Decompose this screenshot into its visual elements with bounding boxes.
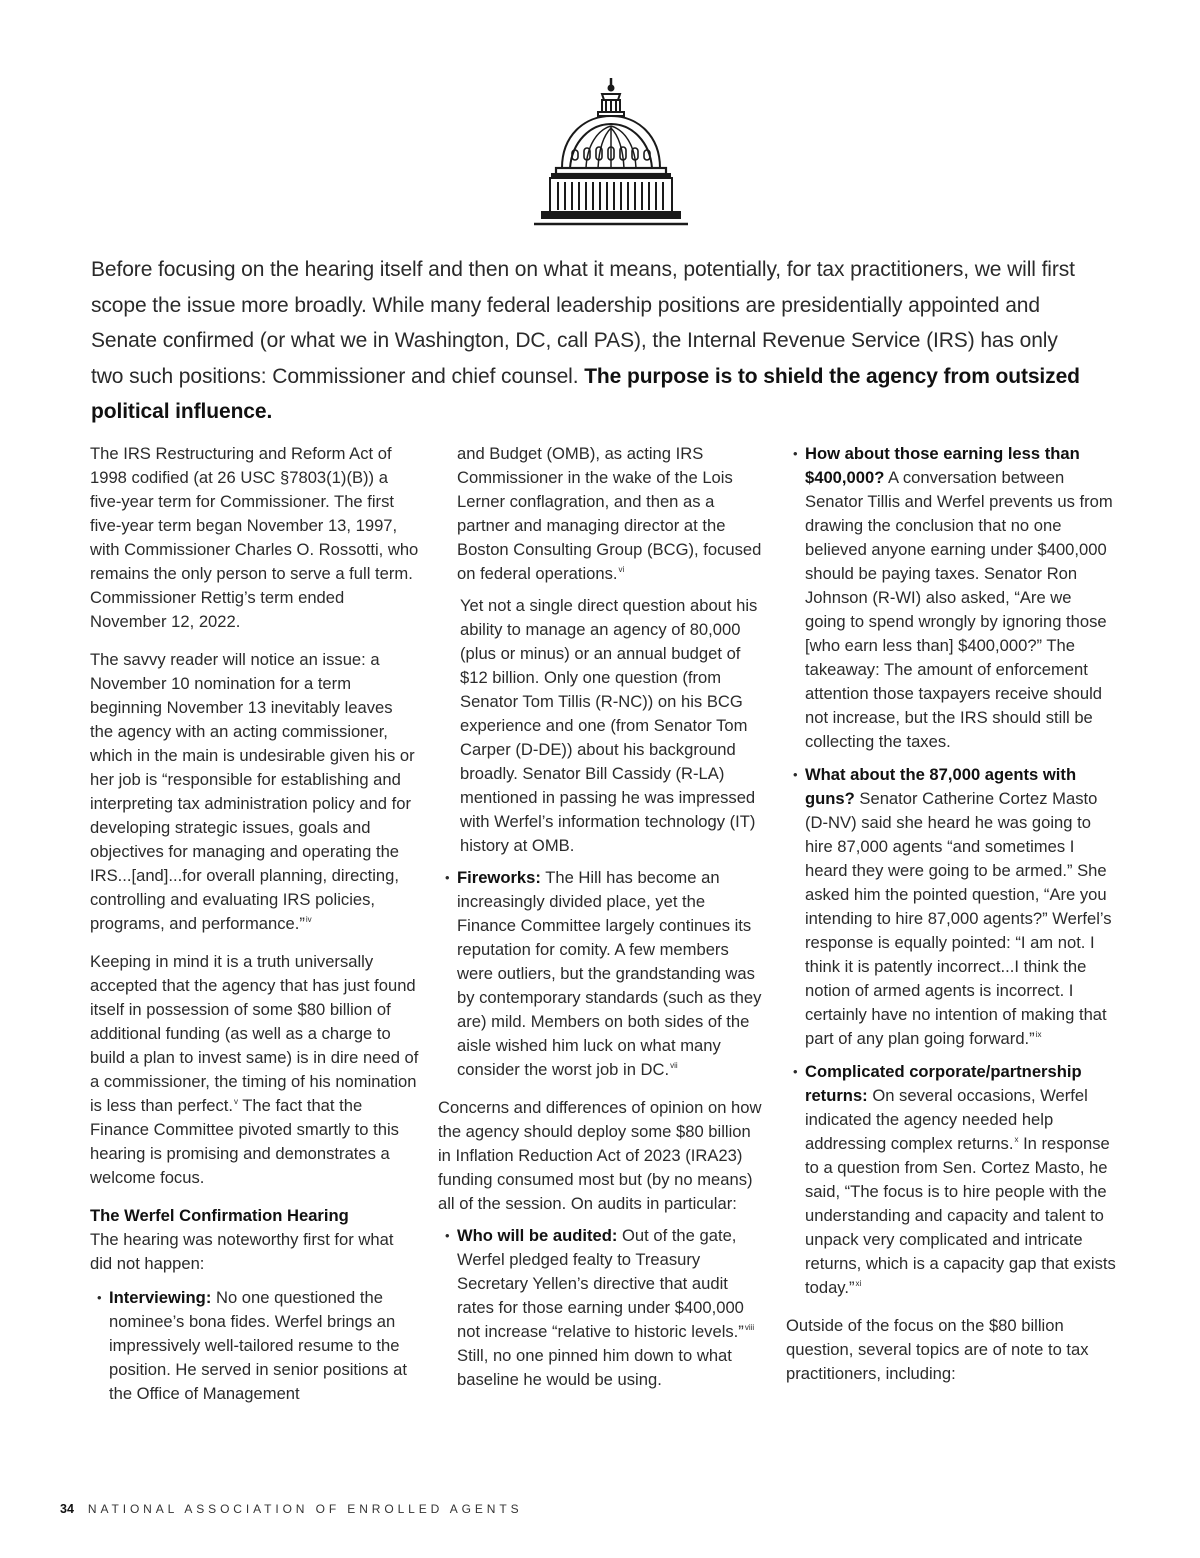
section-heading: The Werfel Confirmation Hearing <box>90 1206 349 1225</box>
page-footer <box>60 1502 523 1516</box>
bullet-list <box>438 866 768 1082</box>
endnote-ref: xi <box>855 1279 862 1288</box>
endnote-ref: v <box>233 1097 238 1106</box>
column-2 <box>438 442 768 1406</box>
endnote-ref: x <box>1014 1135 1019 1144</box>
endnote-ref: ix <box>1035 1030 1042 1039</box>
intro-bold-text: The purpose is to shield the agency from outsized political influence. <box>91 364 1080 423</box>
paragraph: Yet not a single direct question about his ability to manage an agency of 80,000 (plus or minus) or an annual budget of $12 billion. Only one question (from Senator Tom Tillis (R-NC)) on his BCG experience and one (from Senator Tom Carper (D-DE)) about his background broadly. Senator Bill Cassidy (R-LA) mentioned in passing he was impressed with Werfel’s information technology (IT) history at OMB. <box>460 596 758 855</box>
paragraph: Concerns and differences of opinion on how the agency should deploy some $80 billion in Inflation Reduction Act of 2023 (IRA23) funding consumed most but (by no means) all of the session. On audits in particular: <box>438 1098 762 1213</box>
column-1 <box>90 442 420 1420</box>
list-item: • How about those earning less than $400,000? A conversation between Senator Tillis and Werfel prevents us from drawing the conclusion that no one believed anyone earning under $400,000 should be paying taxes. Senator Ron Johnson (R-WI) also asked, “Are we going to spend wrongly by ignoring those [who earn less than] $400,000?” The takeaway: The amount of enforcement attention those taxpayers receive should not increase, but the IRS should still be collecting the taxes. <box>805 442 1116 754</box>
bullet-list <box>90 1286 420 1406</box>
intro-text: Before focusing on the hearing itself and then on what it means, potentially, for tax practitioners, we will first scope the issue more broadly. While many federal leadership positions are presidentially appointed and Senate confirmed (or what we in Washington, DC, call PAS), the Internal Revenue Service (IRS) has only two such positions: Commissioner and chief counsel. <box>91 258 1075 388</box>
paragraph: The Werfel Confirmation Hearing The hearing was noteworthy first for what did not happen: <box>90 1204 420 1276</box>
endnote-ref: vii <box>670 1061 678 1070</box>
bullet-list <box>438 1224 768 1392</box>
capitol-dome-icon <box>532 76 690 228</box>
paragraph: The savvy reader will notice an issue: a November 10 nomination for a term beginning November 13 inevitably leaves the agency with an acting commissioner, which in the main is undesirable given his or her job is “responsible for establishing and interpreting tax administration policy and for developing strategic issues, goals and objectives for managing and operating the IRS...[and]...for overall planning, directing, controlling and evaluating IRS policies, programs, and performance.”$^{iv}$ <box>90 650 415 933</box>
list-item: • What about the 87,000 agents with guns? Senator Catherine Cortez Masto (D-NV) said she heard he was going to hire 87,000 agents “and sometimes I heard they were going to be armed.” She asked him the pointed question, “Are you intending to hire 87,000 agents?” Werfel’s response is equally pointed: “I am not. I think it is patently incorrect...I think the notion of armed agents is incorrect. I certainly have no intention of making that part of any plan going forward.”$^{ix}$ <box>805 763 1116 1051</box>
paragraph: and Budget (OMB), as acting IRS Commissioner in the wake of the Lois Lerner conflagration, and then as a partner and managing director at the Boston Consulting Group (BCG), focused on federal operations.$^{vi}$ <box>457 444 762 583</box>
paragraph: Keeping in mind it is a truth universally accepted that the agency that has just found itself in possession of some $80 billion of additional funding (as well as a charge to build a plan to invest same) is in dire need of a commissioner, the timing of his nomination is less than perfect.$^v$ The fact that the Finance Committee pivoted smartly to this hearing is promising and demonstrates a welcome focus. <box>90 952 419 1187</box>
bullet-list <box>786 442 1116 1300</box>
endnote-ref: iv <box>305 915 312 924</box>
list-item: • Fireworks: The Hill has become an increasingly divided place, yet the Finance Committee largely continues its reputation for comity. A few members were outliers, but the grandstanding was by contemporary standards (such as they are) mild. Members on both sides of the aisle wished him luck on what many consider the worst job in DC.$^{vii}$ <box>457 866 768 1082</box>
intro-paragraph <box>91 252 1091 430</box>
paragraph: The IRS Restructuring and Reform Act of 1998 codified (at 26 USC §7803(1)(B)) a five-year term for Commissioner. The first five-year term began November 13, 1997, with Commissioner Charles O. Rossotti, who remains the only person to serve a full term. Commissioner Rettig’s term ended November 12, 2022. <box>90 444 419 631</box>
endnote-ref: viii <box>744 1323 755 1332</box>
column-3 <box>786 442 1116 1400</box>
publication-name: NATIONAL ASSOCIATION OF ENROLLED AGENTS <box>87 1502 523 1516</box>
list-item: • Complicated corporate/partnership returns: On several occasions, Werfel indicated the agency needed help addressing complex returns.$^x$ In response to a question from Sen. Cortez Masto, he said, “The focus is to hire people with the understanding and capacity and talent to unpack very complicated and intricate returns, which is a capacity gap that exists today.”$^{xi}$ <box>805 1060 1116 1300</box>
list-item: • Who will be audited: Out of the gate, Werfel pledged fealty to Treasury Secretary Yellen’s directive that audit rates for those earning under $400,000 not increase “relative to historic levels.”$^{viii}$ Still, no one pinned him down to what baseline he would be using. <box>457 1224 768 1392</box>
page-number: 34 <box>60 1502 74 1516</box>
endnote-ref: vi <box>618 565 625 574</box>
paragraph: Outside of the focus on the $80 billion question, several topics are of note to tax practitioners, including: <box>786 1316 1089 1383</box>
list-item: • Interviewing: No one questioned the nominee’s bona fides. Werfel brings an impressively well-tailored resume to the position. He served in senior positions at the Office of Management <box>109 1286 420 1406</box>
